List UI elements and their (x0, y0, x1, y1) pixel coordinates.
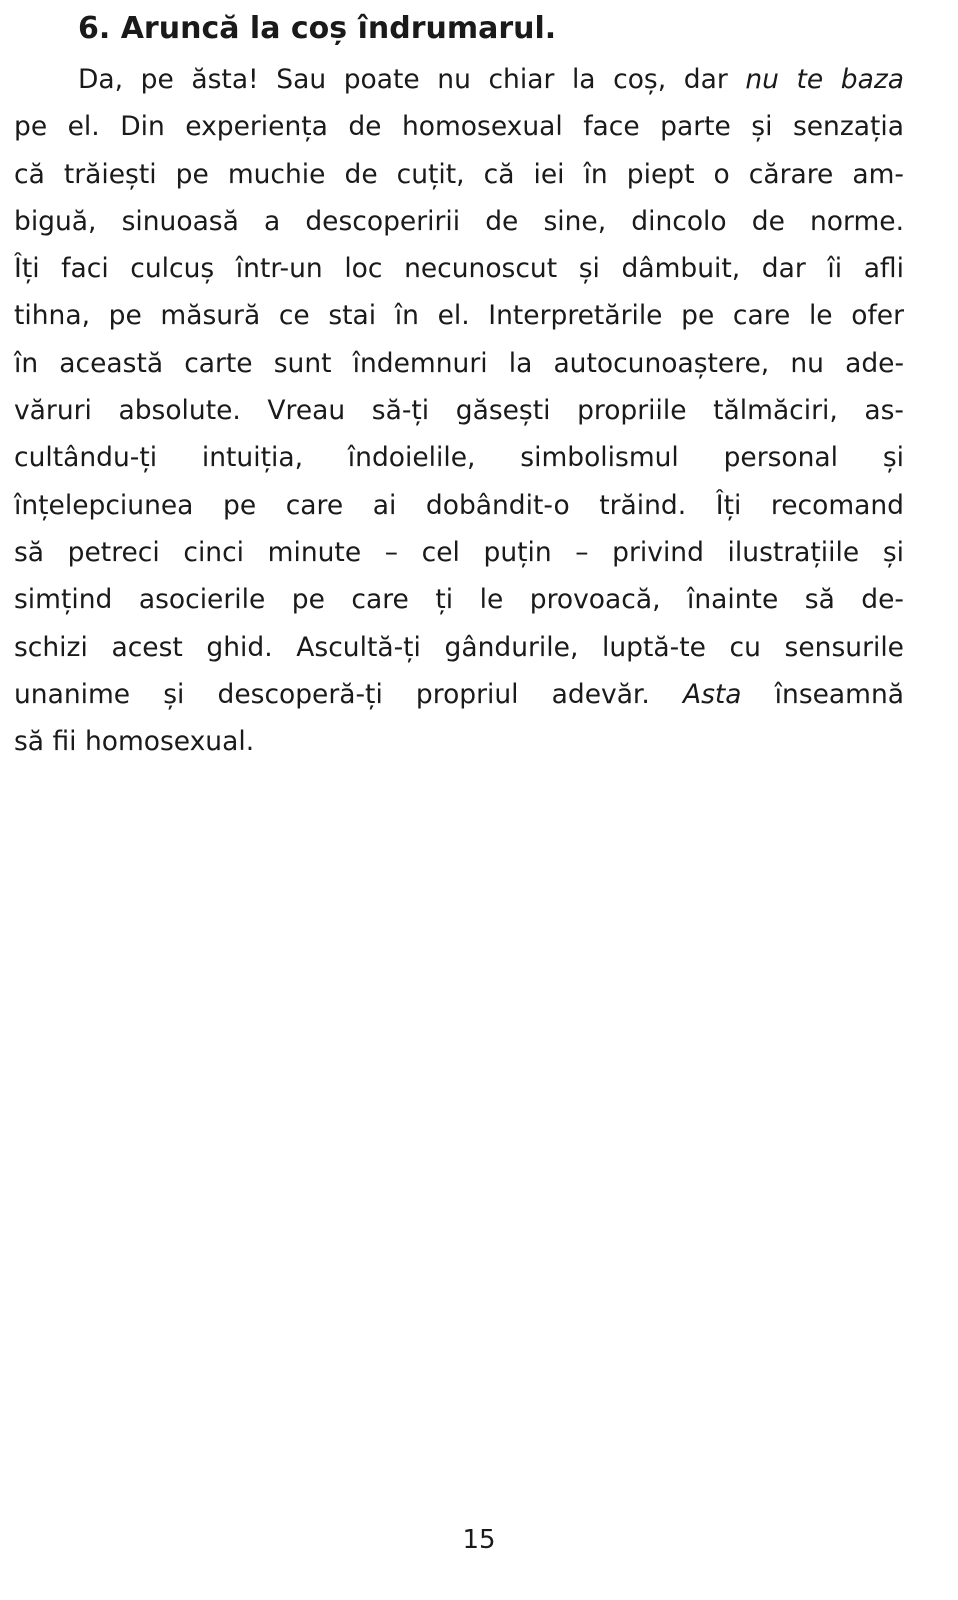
text-line: înțelepciunea pe care ai dobândit-o trăind. Îți recomand (14, 489, 904, 521)
section-heading: 6. Aruncă la coș îndrumarul. (78, 11, 557, 46)
emphasis: Asta (682, 678, 742, 710)
text-line: biguă, sinuoasă a descoperirii de sine, dincolo de norme. (14, 205, 904, 237)
text-line: tihna, pe măsură ce stai în el. Interpretările pe care le ofer (14, 300, 904, 332)
text-line: pe el. Din experiența de homosexual face parte și senzația (14, 111, 904, 143)
emphasis: nu te baza (745, 64, 905, 95)
text-line: Îți faci culcuș într-un loc necunoscut și dâmbuit, dar îi afli (14, 253, 904, 285)
text-line: simțind asocierile pe care ți le provoacă, înainte să de- (14, 584, 904, 616)
text-line: Da, pe ăsta! Sau poate nu chiar la coș, dar nu te baza (78, 64, 905, 95)
text-line: unanime și descoperă-ți propriul adevăr. Asta înseamnă (14, 678, 905, 710)
text-line: cultându-ți intuiția, îndoielile, simbolismul personal și (14, 442, 904, 474)
text-line: schizi acest ghid. Ascultă-ți gândurile, luptă-te cu sensurile (14, 631, 904, 663)
text-line: în această carte sunt îndemnuri la autocunoaștere, nu ade- (14, 347, 904, 379)
body-paragraph (14, 56, 904, 765)
text-line: că trăiești pe muchie de cuțit, că iei în piept o cărare am- (14, 158, 904, 190)
text-line: să fii homosexual. (14, 726, 255, 758)
text-line: văruri absolute. Vreau să-ți găsești propriile tălmăciri, as- (14, 395, 904, 427)
page-number: 15 (462, 1525, 496, 1555)
text-line: să petreci cinci minute – cel puțin – privind ilustrațiile și (14, 536, 904, 568)
